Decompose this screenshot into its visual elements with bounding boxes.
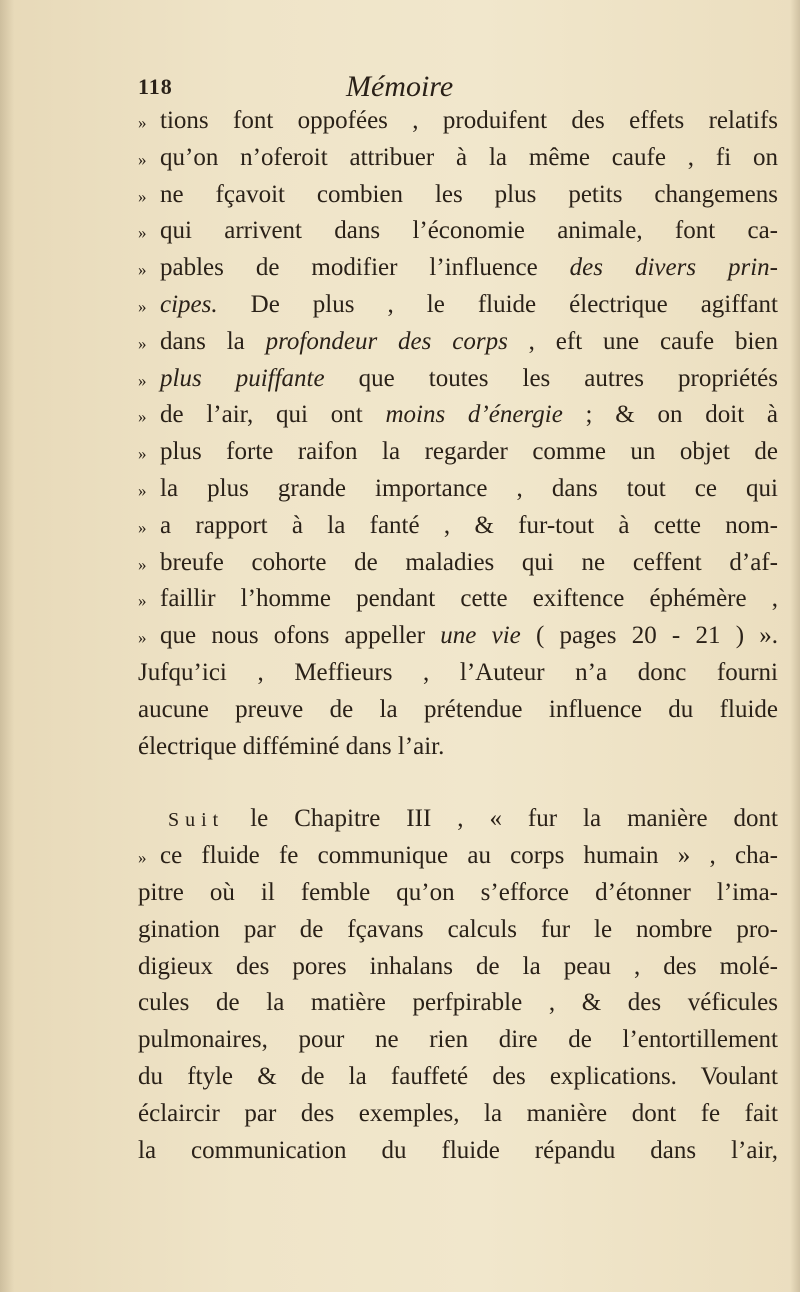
text-segment: le Chapitre III , « fur la manière dont bbox=[224, 805, 778, 833]
quotation-mark: » bbox=[138, 149, 147, 169]
text-line bbox=[138, 949, 778, 986]
quotation-mark: » bbox=[138, 113, 147, 132]
quotation-mark: » bbox=[138, 444, 147, 464]
text-segment: faillir l’homme pendant cette exiftence éphémère , bbox=[160, 585, 778, 613]
text-segment: dans la bbox=[160, 327, 266, 355]
text-segment: De plus , le fluide électrique agiffant bbox=[217, 290, 778, 318]
text-line bbox=[138, 581, 778, 618]
text-segment: Jufqu’ici , Meffieurs , l’Auteur n’a donc fourni bbox=[138, 658, 778, 686]
text-line bbox=[138, 1133, 778, 1170]
text-segment: électrique difféminé dans l’air. bbox=[138, 732, 445, 760]
text-segment: a rapport à la fanté , & fur-tout à cette nom- bbox=[160, 511, 778, 539]
text-line bbox=[138, 692, 778, 729]
quotation-mark: » bbox=[138, 848, 147, 868]
text-segment: la plus grande importance , dans tout ce qui bbox=[160, 474, 778, 502]
quotation-mark: » bbox=[138, 333, 147, 353]
text-segment: du ftyle & de la fauffeté des explications. Voulant bbox=[138, 1062, 778, 1090]
page-number: 118 bbox=[138, 74, 173, 99]
italic-text: plus puiffante bbox=[160, 364, 325, 392]
text-segment: pables de modifier l’influence bbox=[160, 254, 570, 282]
text-line bbox=[138, 618, 778, 655]
text-segment: , eft une caufe bien bbox=[507, 327, 778, 355]
quotation-mark: » bbox=[138, 370, 147, 390]
text-line bbox=[138, 361, 778, 398]
italic-text: profondeur des corps bbox=[265, 327, 508, 355]
text-line bbox=[138, 397, 778, 434]
text-line bbox=[138, 287, 778, 324]
text-segment: cules de la matière perfpirable , & des véficules bbox=[138, 989, 778, 1017]
text-line bbox=[138, 1022, 778, 1059]
page-shadow-right bbox=[790, 0, 800, 1292]
text-segment: qu’on n’oferoit attribuer à la même caufe , fi on bbox=[160, 143, 778, 171]
text-segment: ; & on doit à bbox=[562, 401, 778, 429]
text-line bbox=[138, 1096, 778, 1133]
text-line bbox=[138, 324, 778, 361]
text-line bbox=[138, 875, 778, 912]
quotation-mark: » bbox=[138, 407, 147, 427]
text-segment: pitre où il femble qu’on s’efforce d’étonner l’ima- bbox=[138, 878, 778, 906]
quotation-mark: » bbox=[138, 296, 147, 316]
text-segment: pulmonaires, pour ne rien dire de l’entortillement bbox=[138, 1026, 778, 1054]
text-segment: ( pages 20 - 21 ) ». bbox=[520, 622, 778, 650]
quotation-mark: » bbox=[138, 186, 147, 206]
quotation-mark: » bbox=[138, 480, 147, 500]
paragraph-gap bbox=[138, 765, 778, 801]
running-title: Mémoire bbox=[346, 70, 454, 103]
text-line bbox=[138, 655, 778, 692]
text-segment: qui arrivent dans l’économie animale, font ca- bbox=[160, 217, 778, 245]
text-line bbox=[138, 545, 778, 582]
text-line bbox=[138, 177, 778, 214]
text-segment: gination par de fçavans calculs fur le nombre pro- bbox=[138, 915, 778, 943]
quotation-mark: » bbox=[138, 260, 147, 280]
quotation-mark: » bbox=[138, 223, 147, 243]
text-line bbox=[138, 985, 778, 1022]
text-line bbox=[138, 912, 778, 949]
text-segment: de l’air, qui ont bbox=[160, 401, 386, 429]
text-line bbox=[138, 250, 778, 287]
text-line bbox=[138, 140, 778, 177]
text-line bbox=[138, 434, 778, 471]
text-segment: ne fçavoit combien les plus petits changemens bbox=[160, 180, 778, 208]
text-line bbox=[138, 1059, 778, 1096]
italic-text: une vie bbox=[440, 622, 521, 650]
text-segment: que toutes les autres propriétés bbox=[324, 364, 778, 392]
text-segment: éclaircir par des exemples, la manière dont fe fait bbox=[138, 1099, 778, 1127]
quotation-mark: » bbox=[138, 628, 147, 648]
text-line bbox=[138, 838, 778, 875]
italic-text: des divers prin- bbox=[569, 254, 779, 282]
quotation-mark: » bbox=[138, 554, 147, 574]
text-line bbox=[138, 103, 778, 140]
italic-text: cipes. bbox=[160, 290, 218, 318]
italic-text: moins d’énergie bbox=[385, 401, 563, 429]
text-line bbox=[138, 213, 778, 250]
text-segment: Suit bbox=[168, 809, 225, 832]
text-segment: ce fluide fe communique au corps humain » , cha- bbox=[160, 842, 778, 870]
text-segment: la communication du fluide répandu dans l’air, bbox=[138, 1136, 778, 1164]
text-segment: breufe cohorte de maladies qui ne ceffent d’af- bbox=[160, 548, 778, 576]
text-segment: aucune preuve de la prétendue influence du fluide bbox=[138, 695, 778, 723]
text-line bbox=[138, 471, 778, 508]
text-line bbox=[138, 801, 778, 838]
text-segment: plus forte raifon la regarder comme un objet de bbox=[160, 438, 778, 466]
page-shadow-left bbox=[0, 0, 14, 1292]
text-segment: digieux des pores inhalans de la peau , des molé- bbox=[138, 952, 778, 980]
body-text bbox=[138, 103, 778, 1169]
text-line bbox=[138, 508, 778, 545]
text-line bbox=[138, 729, 778, 766]
text-segment: tions font oppofées , produifent des effets relatifs bbox=[160, 107, 778, 134]
text-segment: que nous ofons appeller bbox=[160, 622, 441, 650]
quotation-mark: » bbox=[138, 591, 147, 611]
quotation-mark: » bbox=[138, 517, 147, 537]
